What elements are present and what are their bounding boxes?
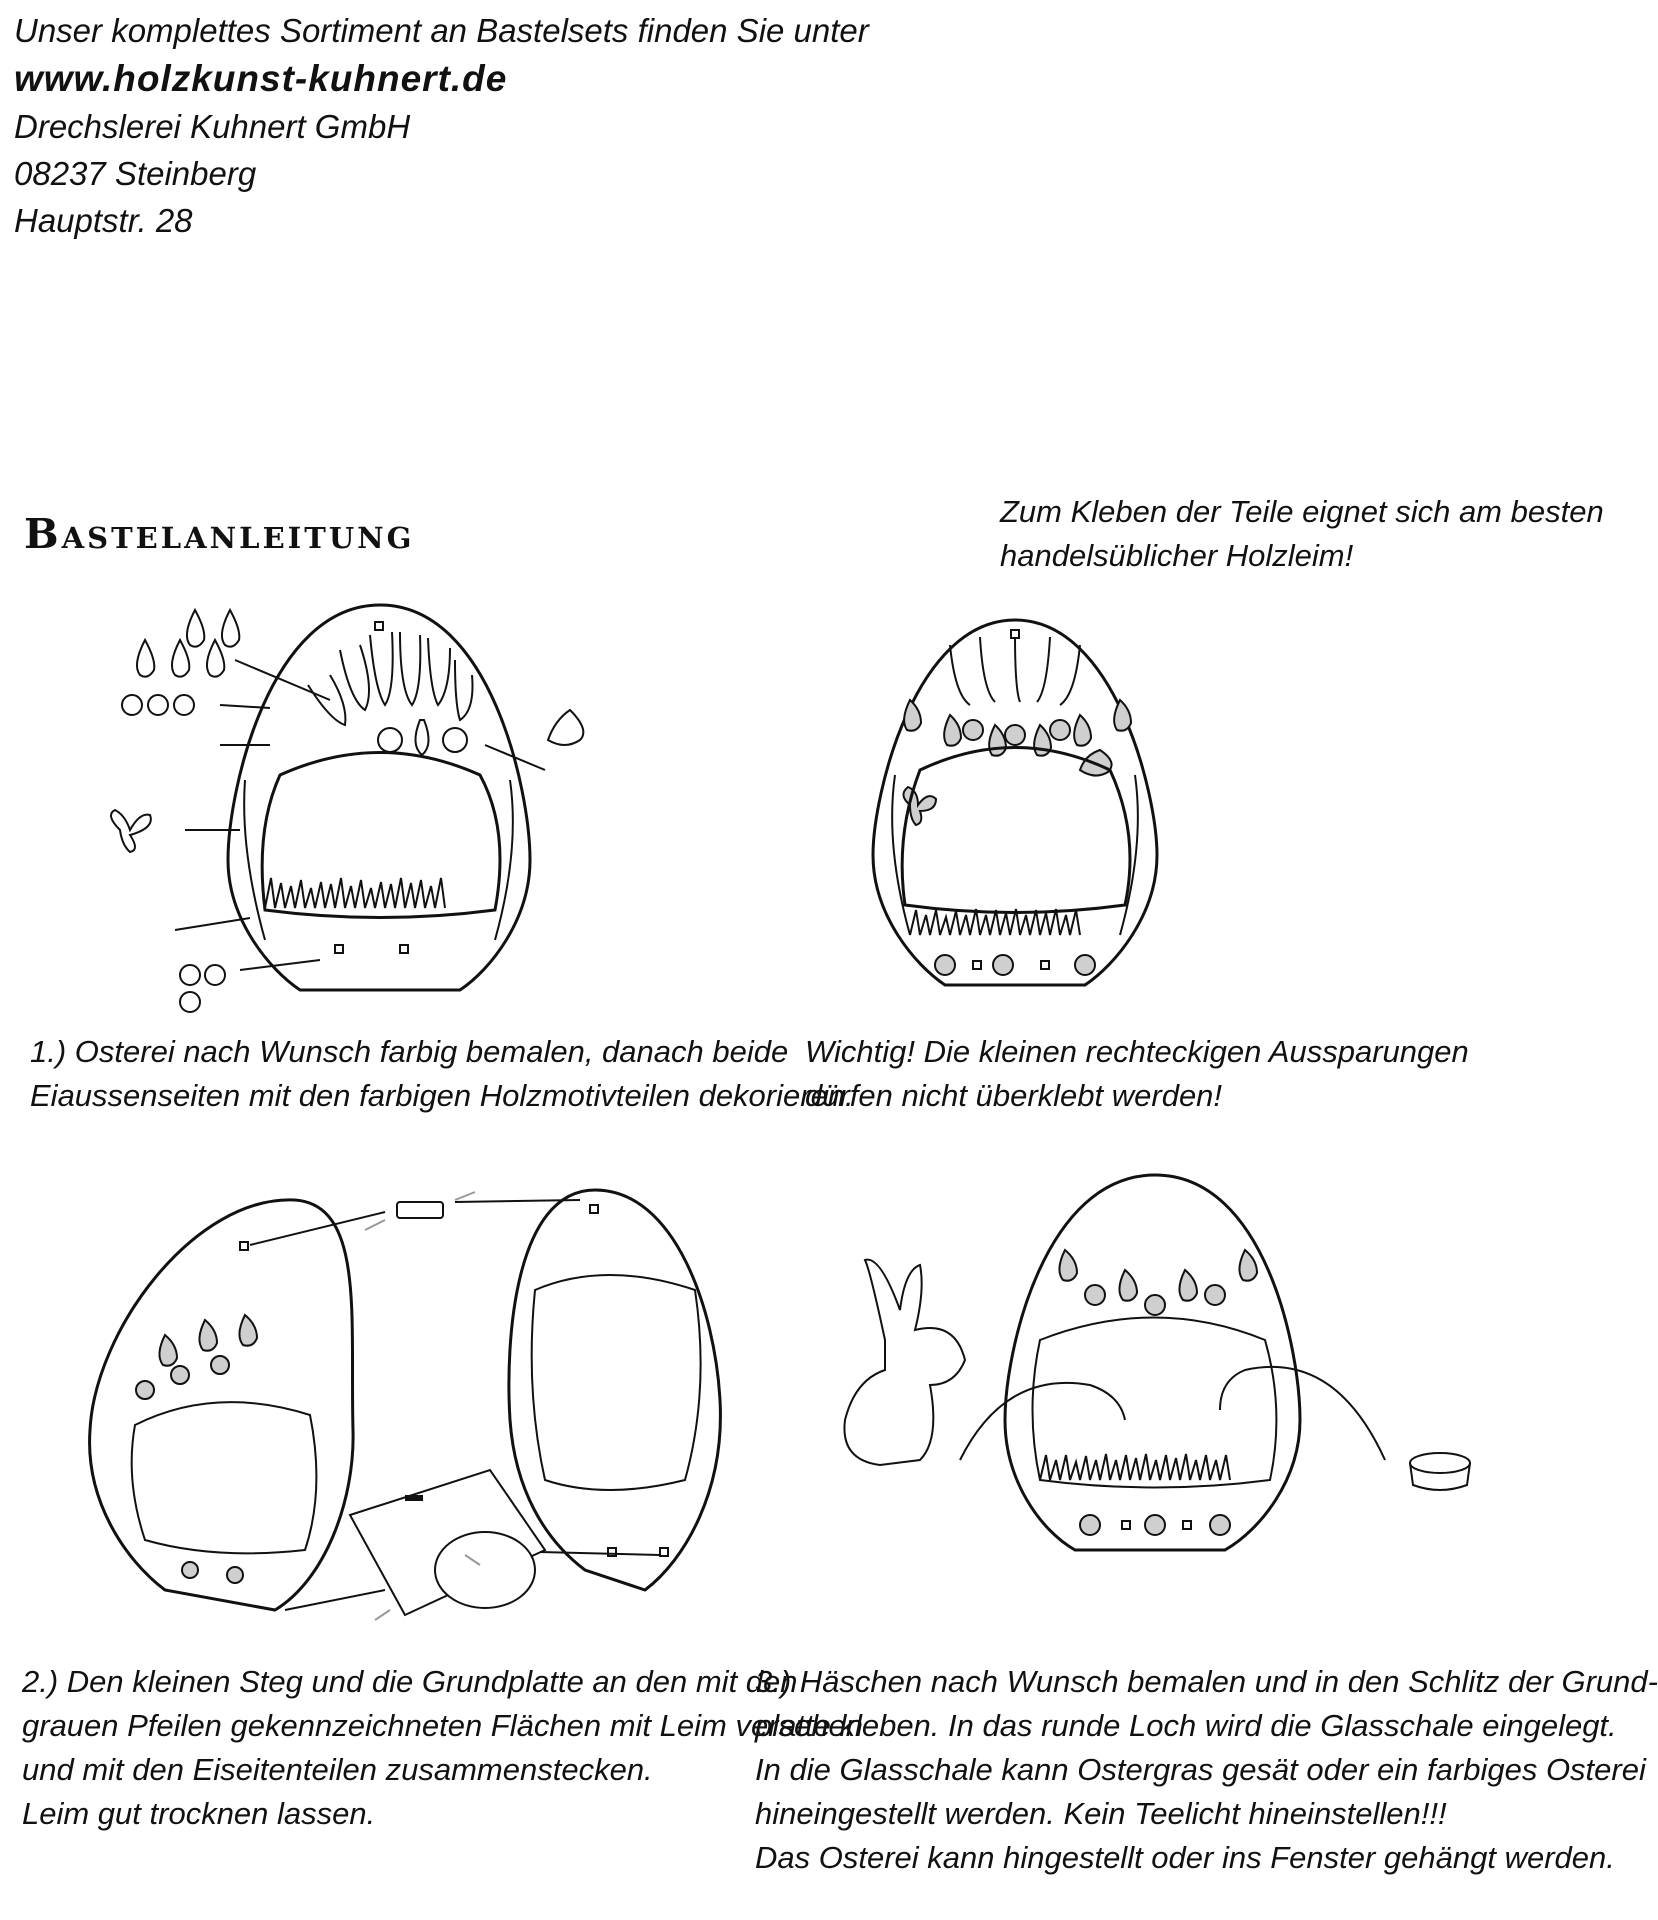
company-city: 08237 Steinberg <box>14 155 257 192</box>
website-link[interactable]: www.holzkunst-kuhnert.de <box>14 58 508 99</box>
step3-line: 3.) Häschen nach Wunsch bemalen und in den Schlitz der Grund- <box>755 1664 1658 1699</box>
step3-line: hineingestellt werden. Kein Teelicht hineinstellen!!! <box>755 1796 1447 1831</box>
step2-line: Leim gut trocknen lassen. <box>22 1796 376 1831</box>
step3-line: Das Osterei kann hingestellt oder ins Fenster gehängt werden. <box>755 1840 1615 1875</box>
step3-instructions <box>755 1660 1658 1880</box>
step1-instructions <box>30 1030 854 1118</box>
step1-line: Eiaussenseiten mit den farbigen Holzmotivteilen dekorieren. <box>30 1078 854 1113</box>
company-name: Drechslerei Kuhnert GmbH <box>14 108 411 145</box>
figure-egg-decorated <box>855 605 1175 1005</box>
important-line: Wichtig! Die kleinen rechteckigen Aussparungen <box>805 1034 1469 1069</box>
step2-line: grauen Pfeilen gekennzeichneten Flächen mit Leim versehen <box>22 1708 863 1743</box>
step2-line: 2.) Den kleinen Steg und die Grundplatte an den mit den <box>22 1664 798 1699</box>
page-title: Bastelanleitung <box>24 510 415 558</box>
step3-line: In die Glasschale kann Ostergras gesät oder ein farbiges Osterei <box>755 1752 1646 1787</box>
company-street: Hauptstr. 28 <box>14 202 193 239</box>
important-line: dürfen nicht überklebt werden! <box>805 1078 1223 1113</box>
glue-note-line: handelsüblicher Holzleim! <box>1000 538 1354 573</box>
step3-line: platte kleben. In das runde Loch wird die Glasschale eingelegt. <box>755 1708 1617 1743</box>
figure-egg-parts <box>100 590 580 1030</box>
figure-assembly <box>85 1170 765 1650</box>
figure-finished <box>825 1160 1525 1580</box>
glue-note-line: Zum Kleben der Teile eignet sich am besten <box>1000 494 1604 529</box>
step1-line: 1.) Osterei nach Wunsch farbig bemalen, danach beide <box>30 1034 789 1069</box>
step2-instructions <box>22 1660 863 1836</box>
step2-line: und mit den Eiseitenteilen zusammenstecken. <box>22 1752 653 1787</box>
header-intro: Unser komplettes Sortiment an Bastelsets finden Sie unter <box>14 12 869 49</box>
important-note <box>805 1030 1469 1118</box>
glue-note <box>1000 490 1604 578</box>
